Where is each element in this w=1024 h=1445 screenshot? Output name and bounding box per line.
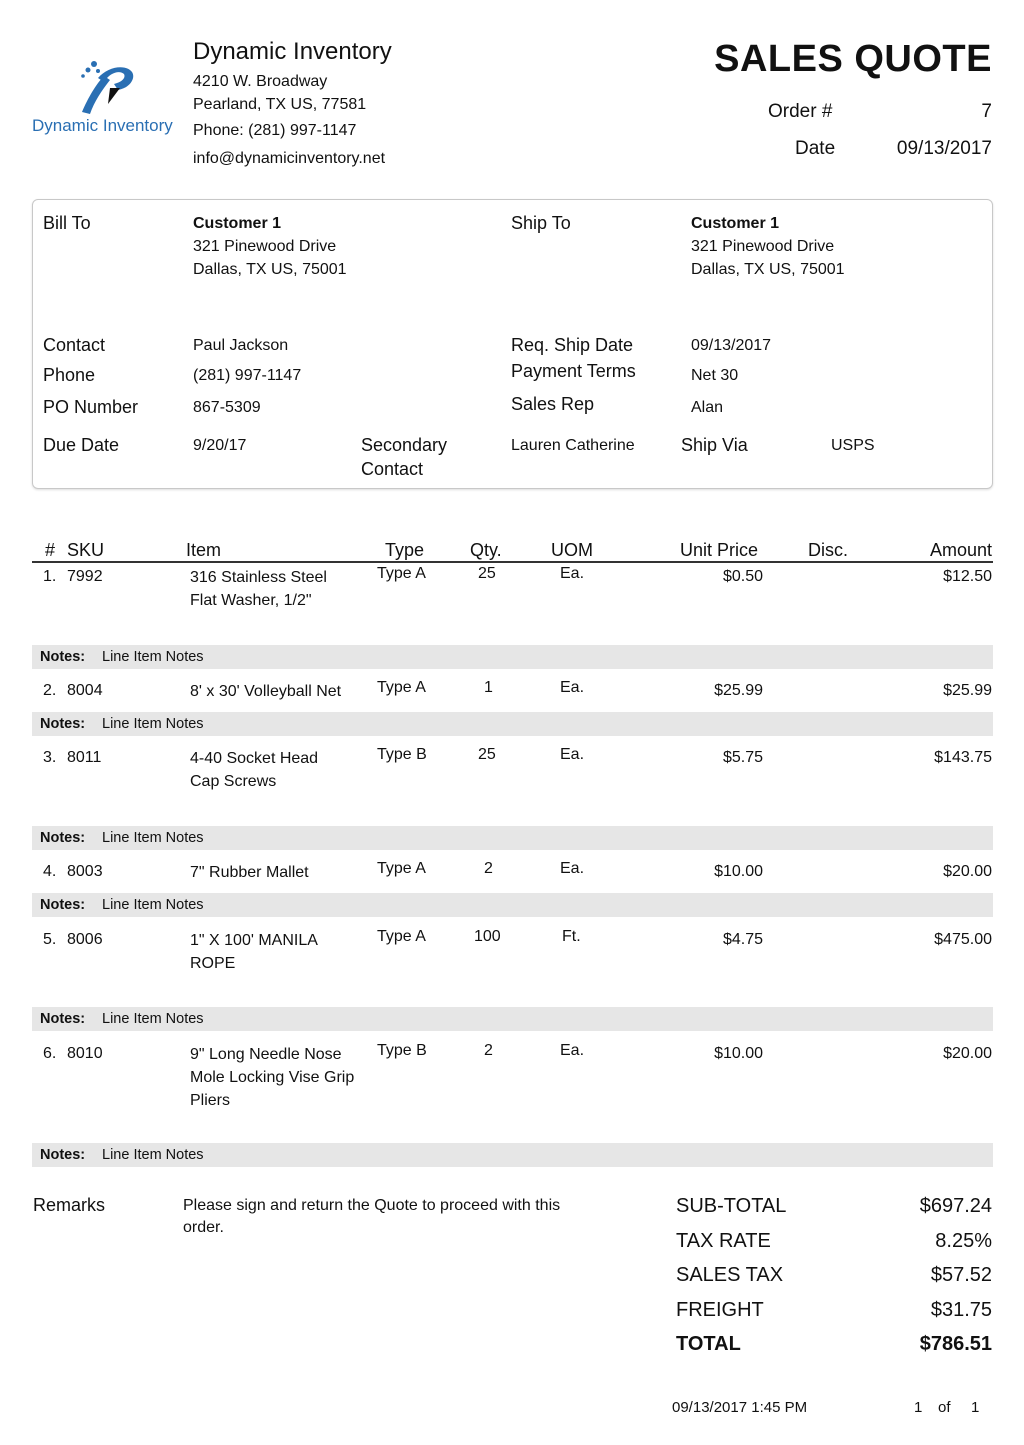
page-current: 1 xyxy=(914,1399,923,1416)
notes-text: Line Item Notes xyxy=(102,649,204,665)
col-header-amount: Amount xyxy=(929,540,992,560)
phone-value: (281) 997-1147 xyxy=(193,367,302,384)
page-of: of xyxy=(938,1399,951,1416)
company-address-line-2: Pearland, TX US, 77581 xyxy=(193,96,367,113)
row-sku: 8010 xyxy=(67,1045,103,1062)
tax-rate-label: TAX RATE xyxy=(676,1230,771,1252)
total-value: $786.51 xyxy=(919,1333,992,1355)
company-logo-icon xyxy=(74,58,140,118)
col-header-discount: Disc. xyxy=(808,540,848,560)
row-uom: Ea. xyxy=(560,565,585,582)
ship-to-address-1: 321 Pinewood Drive xyxy=(691,238,835,255)
col-header-type: Type xyxy=(385,540,425,560)
freight-label: FREIGHT xyxy=(676,1299,764,1321)
req-ship-date-label: Req. Ship Date xyxy=(511,335,634,355)
row-item: 8' x 30' Volleyball Net xyxy=(190,683,342,700)
table-header-rule xyxy=(32,561,993,563)
row-uom: Ea. xyxy=(560,1042,585,1059)
row-qty: 2 xyxy=(484,860,493,877)
row-unit-price: $5.75 xyxy=(722,749,763,766)
row-type: Type B xyxy=(377,746,427,763)
row-amount: $20.00 xyxy=(943,863,992,880)
row-item: 4-40 Socket Head Cap Screws xyxy=(190,750,319,790)
row-number: 4. xyxy=(43,863,57,880)
req-ship-date-value: 09/13/2017 xyxy=(691,337,772,354)
row-uom: Ea. xyxy=(560,860,585,877)
company-address-line-1: 4210 W. Broadway xyxy=(193,73,328,90)
print-timestamp: 09/13/2017 1:45 PM xyxy=(672,1399,808,1416)
ship-via-value: USPS xyxy=(831,437,875,454)
sales-rep-value: Alan xyxy=(691,399,724,416)
col-header-uom: UOM xyxy=(551,540,593,560)
row-amount: $475.00 xyxy=(934,931,992,948)
row-type: Type A xyxy=(377,860,426,877)
row-uom: Ft. xyxy=(562,928,581,945)
row-amount: $25.99 xyxy=(943,682,992,699)
col-header-sku: SKU xyxy=(67,540,105,560)
company-phone: Phone: (281) 997-1147 xyxy=(193,122,357,139)
col-header-qty: Qty. xyxy=(470,540,502,560)
row-unit-price: $10.00 xyxy=(714,863,763,880)
secondary-contact-label-line-2: Contact xyxy=(361,459,424,479)
row-type: Type A xyxy=(377,565,426,582)
due-date-label: Due Date xyxy=(43,435,120,455)
page-total: 1 xyxy=(971,1399,980,1416)
notes-label: Notes: xyxy=(40,1147,86,1163)
notes-label: Notes: xyxy=(40,897,86,913)
row-sku: 7992 xyxy=(67,568,103,585)
row-amount: $12.50 xyxy=(943,568,992,585)
row-number: 3. xyxy=(43,749,57,766)
sales-tax-label: SALES TAX xyxy=(676,1264,784,1286)
subtotal-value: $697.24 xyxy=(919,1195,992,1217)
tax-rate-value: 8.25% xyxy=(935,1230,992,1252)
po-number-value: 867-5309 xyxy=(193,399,261,416)
row-uom: Ea. xyxy=(560,679,585,696)
row-item: 7" Rubber Mallet xyxy=(190,864,309,881)
sales-rep-label: Sales Rep xyxy=(511,394,595,414)
document-title: SALES QUOTE xyxy=(714,38,992,80)
company-name: Dynamic Inventory xyxy=(193,38,392,65)
order-number-label: Order # xyxy=(768,101,833,122)
row-item: 9" Long Needle Nose Mole Locking Vise Grip Pliers xyxy=(190,1046,355,1109)
row-uom: Ea. xyxy=(560,746,585,763)
row-number: 2. xyxy=(43,682,57,699)
row-qty: 25 xyxy=(478,746,496,763)
col-header-unit-price: Unit Price xyxy=(680,540,759,560)
payment-terms-label: Payment Terms xyxy=(511,361,636,381)
notes-text: Line Item Notes xyxy=(102,1147,204,1163)
subtotal-label: SUB-TOTAL xyxy=(676,1195,787,1217)
bill-to-name: Customer 1 xyxy=(193,215,282,232)
row-amount: $20.00 xyxy=(943,1045,992,1062)
total-label: TOTAL xyxy=(676,1333,741,1355)
row-item: 316 Stainless Steel Flat Washer, 1/2" xyxy=(190,569,327,609)
notes-label: Notes: xyxy=(40,716,86,732)
row-unit-price: $25.99 xyxy=(714,682,763,699)
notes-label: Notes: xyxy=(40,1011,86,1027)
row-unit-price: $10.00 xyxy=(714,1045,763,1062)
row-qty: 1 xyxy=(484,679,493,696)
row-type: Type B xyxy=(377,1042,427,1059)
bill-to-address-2: Dallas, TX US, 75001 xyxy=(193,261,347,278)
notes-label: Notes: xyxy=(40,649,86,665)
row-sku: 8004 xyxy=(67,682,103,699)
bill-to-address-1: 321 Pinewood Drive xyxy=(193,238,337,255)
contact-value: Paul Jackson xyxy=(193,337,289,354)
freight-value: $31.75 xyxy=(930,1299,992,1321)
contact-label: Contact xyxy=(43,335,106,355)
phone-label: Phone xyxy=(43,365,96,385)
po-number-label: PO Number xyxy=(43,397,139,417)
ship-to-name: Customer 1 xyxy=(691,215,780,232)
row-qty: 2 xyxy=(484,1042,493,1059)
row-number: 5. xyxy=(43,931,57,948)
company-email: info@dynamicinventory.net xyxy=(193,150,386,167)
row-number: 6. xyxy=(43,1045,57,1062)
order-number-value: 7 xyxy=(981,101,992,122)
notes-text: Line Item Notes xyxy=(102,716,204,732)
col-header-item: Item xyxy=(186,540,222,560)
date-label: Date xyxy=(795,138,836,159)
col-header-number: # xyxy=(45,540,56,560)
remarks-text: Please sign and return the Quote to proceed with this order. xyxy=(183,1197,561,1236)
ship-to-address-2: Dallas, TX US, 75001 xyxy=(691,261,845,278)
row-type: Type A xyxy=(377,679,426,696)
payment-terms-value: Net 30 xyxy=(691,367,739,384)
remarks-label: Remarks xyxy=(33,1195,106,1215)
logo-wordmark: Dynamic Inventory xyxy=(32,116,173,135)
row-number: 1. xyxy=(43,568,57,585)
notes-label: Notes: xyxy=(40,830,86,846)
notes-text: Line Item Notes xyxy=(102,1011,204,1027)
row-sku: 8006 xyxy=(67,931,103,948)
ship-via-label: Ship Via xyxy=(681,435,748,455)
bill-to-label: Bill To xyxy=(43,213,91,233)
row-unit-price: $0.50 xyxy=(722,568,763,585)
row-qty: 100 xyxy=(474,928,501,945)
date-value: 09/13/2017 xyxy=(896,138,992,159)
sales-tax-value: $57.52 xyxy=(930,1264,992,1286)
notes-text: Line Item Notes xyxy=(102,830,204,846)
row-qty: 25 xyxy=(478,565,496,582)
row-type: Type A xyxy=(377,928,426,945)
notes-text: Line Item Notes xyxy=(102,897,204,913)
row-item: 1" X 100' MANILA ROPE xyxy=(190,932,318,972)
row-sku: 8003 xyxy=(67,863,103,880)
ship-to-label: Ship To xyxy=(511,213,571,233)
secondary-contact-label-line-1: Secondary xyxy=(361,435,448,455)
row-unit-price: $4.75 xyxy=(722,931,763,948)
row-sku: 8011 xyxy=(67,749,102,766)
due-date-value: 9/20/17 xyxy=(193,437,247,454)
secondary-contact-value: Lauren Catherine xyxy=(511,437,635,454)
row-amount: $143.75 xyxy=(934,749,992,766)
